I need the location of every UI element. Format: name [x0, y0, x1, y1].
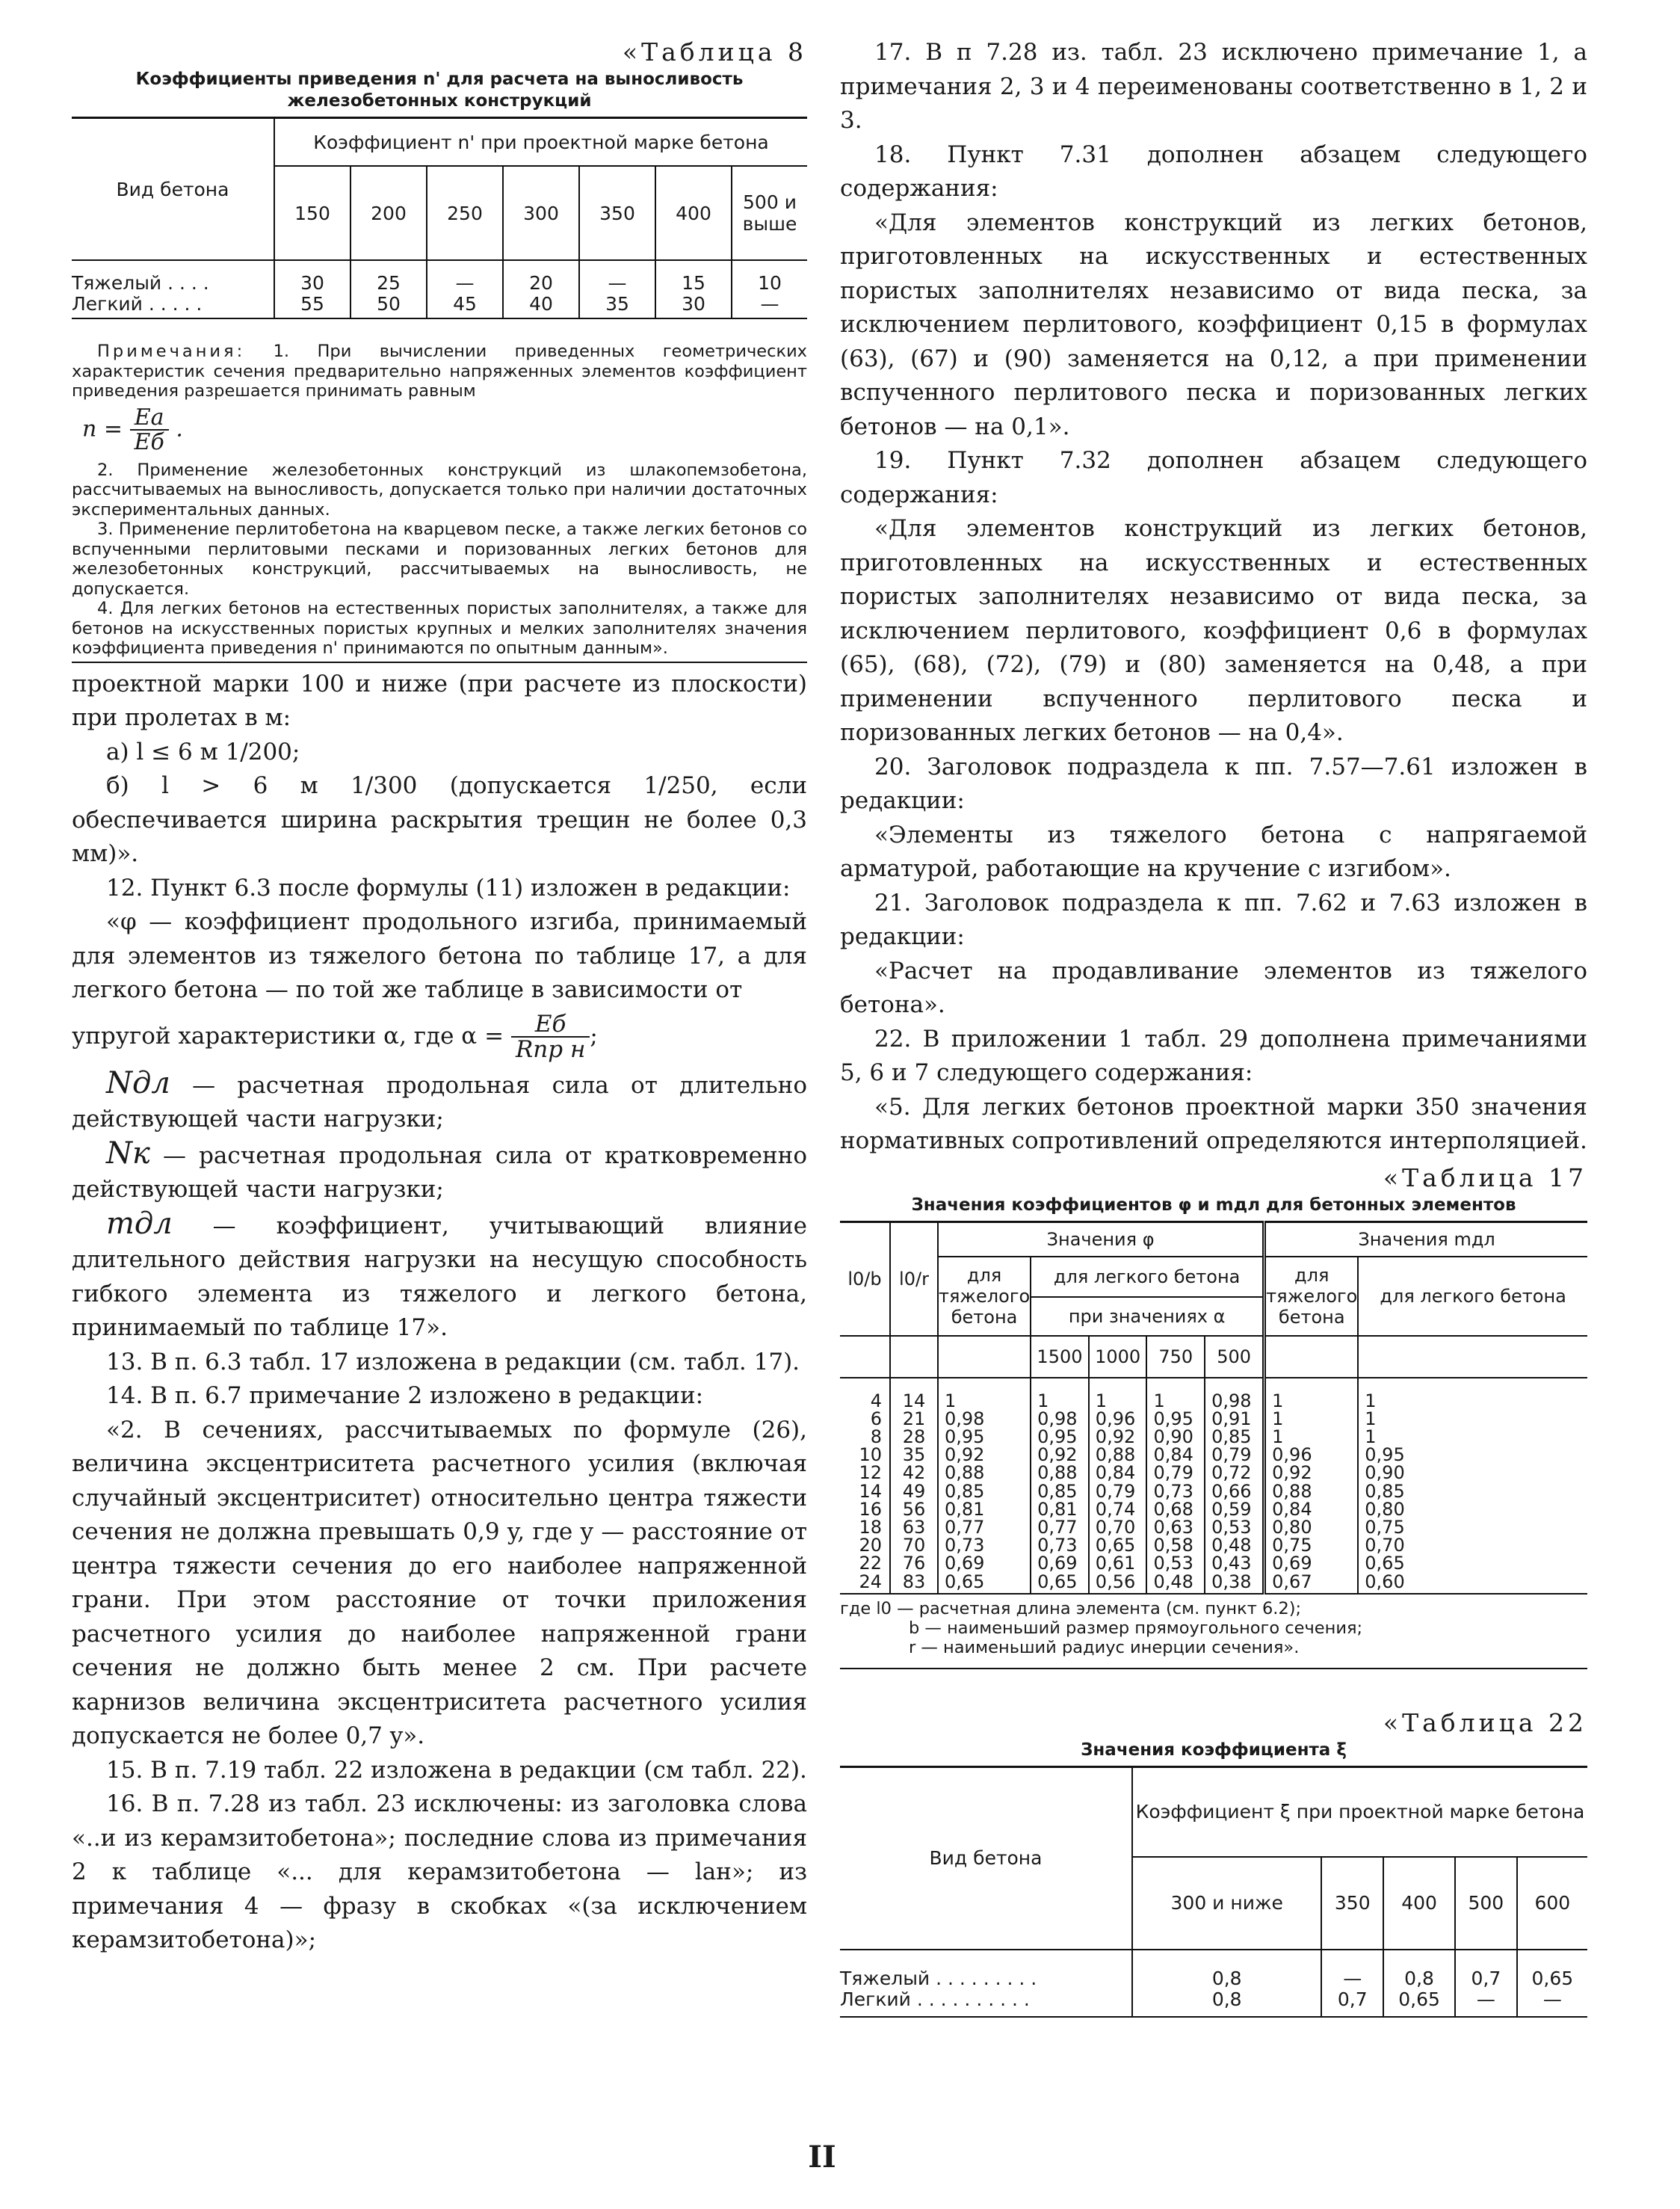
notes-lead: Примечания: — [97, 342, 246, 361]
table17-cell: 0,77 — [938, 1518, 1031, 1536]
table8-cell: 15 — [655, 260, 732, 294]
table17-cell: 0,43 — [1205, 1554, 1264, 1572]
formula-fraction — [130, 406, 169, 455]
table17-cell: 0,95 — [1358, 1446, 1587, 1464]
table17-cell: 0,84 — [1089, 1464, 1147, 1482]
right-p2: 18. Пункт 7.31 дополнен абзацем следующего содержания: — [840, 141, 1587, 202]
table17-note2: b — наименьший размер прямоугольного сечения; — [909, 1618, 1363, 1638]
note1-text: 1. При вычислении приведенных геометрических характеристик сечения предварительно напряженных элементов коэффициент приведения разрешается принимать равным — [72, 342, 808, 401]
table17-cell: 0,69 — [1264, 1554, 1359, 1572]
table8-grade: 300 — [503, 166, 579, 260]
table17-alpha: 750 — [1146, 1336, 1205, 1378]
table17-cell: 0,85 — [1358, 1482, 1587, 1500]
table17-cell: 0,73 — [938, 1536, 1031, 1554]
table17-h-spacer — [938, 1336, 1031, 1378]
table17-h-l0b: l0/b — [840, 1221, 890, 1336]
alpha-fraction — [511, 1012, 590, 1062]
table17-cell: 70 — [890, 1536, 938, 1554]
table17-note1: где l0 — расчетная длина элемента (см. пункт 6.2); — [840, 1598, 1302, 1618]
table17-cell: 10 — [859, 1444, 882, 1466]
table17-h-spacer — [1358, 1336, 1587, 1378]
table17-cell: 14 — [859, 1480, 882, 1502]
table22-grade: 600 — [1517, 1857, 1587, 1950]
left-p9 — [72, 1207, 807, 1346]
table17-h-spacer — [840, 1336, 890, 1378]
table8-cell: 50 — [350, 294, 427, 318]
table22-grade: 500 — [1455, 1857, 1517, 1950]
right-p8: 21. Заголовок подраздела к пп. 7.62 и 7.63 изложен в редакции: — [840, 889, 1587, 950]
table17-cell: 1 — [1358, 1378, 1587, 1410]
table8-cell: 35 — [579, 294, 655, 318]
right-p7: «Элементы из тяжелого бетона с напрягаемой арматурой, работающие на кручение с изгибом». — [840, 821, 1587, 882]
table-row — [840, 1464, 1587, 1482]
table17-cell: 4 — [870, 1390, 882, 1411]
table17-cell: 0,81 — [938, 1500, 1031, 1518]
table8-grade: 350 — [579, 166, 655, 260]
table17-cell: 0,70 — [1089, 1518, 1147, 1536]
table17-cell: 0,63 — [1146, 1518, 1205, 1536]
table17-cell: 0,90 — [1358, 1464, 1587, 1482]
table8-grade: 250 — [427, 166, 503, 260]
table8-cell: — — [732, 294, 807, 318]
table17-cell: 0,85 — [938, 1482, 1031, 1500]
right-p11: «5. Для легких бетонов проектной марки 350 значения нормативных сопротивлений определяются интерполяцией. — [840, 1093, 1587, 1154]
table17-h-light2: для легкого бетона — [1358, 1257, 1587, 1336]
table17-cell: 22 — [859, 1553, 882, 1574]
right-p3: «Для элементов конструкций из легких бетонов, приготовленных на искусственных и естественных пористых заполнителях независимо от вида песка, за исключением перлитового, коэффициент 0,15 в формулах (63), (67) и (90) заменяется на 0,12, а при применении вспученного перлитового песка и поризованных легких бетонов — на 0,1». — [840, 209, 1587, 440]
left-p7-text: — расчетная продольная сила от длительно действующей части нагрузки; — [72, 1071, 807, 1133]
left-p5: «φ — коэффициент продольного изгиба, принимаемый для элементов из тяжелого бетона по таблице 17, а для легкого бетона — по той же таблице в зависимости от — [72, 908, 807, 1003]
table8-col-type: Вид бетона — [72, 118, 274, 261]
table17-cell: 0,53 — [1146, 1554, 1205, 1572]
table8-formula — [72, 406, 807, 455]
table17-cell: 0,95 — [1146, 1410, 1205, 1428]
table17-cell: 0,65 — [1089, 1536, 1147, 1554]
table17-cell: 0,79 — [1205, 1446, 1264, 1464]
table17-cell: 0,77 — [1031, 1518, 1089, 1536]
table17-cell: 0,72 — [1205, 1464, 1264, 1482]
table17-cell: 1 — [1264, 1410, 1359, 1428]
table8-note1 — [72, 342, 807, 401]
table-row — [840, 1378, 1587, 1410]
table17-cell: 0,61 — [1089, 1554, 1147, 1572]
table17-cell: 0,38 — [1205, 1573, 1264, 1594]
table17-cell: 1 — [1264, 1378, 1359, 1410]
table17-cell: 49 — [890, 1482, 938, 1500]
table17-cell: 76 — [890, 1554, 938, 1572]
table17-h-light: для легкого бетона — [1031, 1257, 1264, 1297]
table8-cell: 30 — [274, 260, 350, 294]
table22-cell: 0,8 — [1132, 1950, 1321, 1989]
right-p5: «Для элементов конструкций из легких бетонов, приготовленных на искусственных и естественных пористых заполнителях независимо от вида песка, за исключением перлитового, коэффициент 0,6 в формулах (65), (68), (72), (79) и (80) заменяется на 0,48, а при применении вспученного перлитового песка и поризованных легких бетонов — на 0,4». — [840, 515, 1587, 746]
table17-cell: 0,60 — [1358, 1573, 1587, 1594]
table17-cell: 0,91 — [1205, 1410, 1264, 1428]
table17-cell: 0,48 — [1205, 1536, 1264, 1554]
page-number: II — [808, 2139, 836, 2175]
right-column — [840, 36, 1587, 2018]
table17-cell: 0,48 — [1146, 1573, 1205, 1594]
table17-cell: 1 — [938, 1378, 1031, 1410]
table17-cell: 1 — [1264, 1428, 1359, 1446]
formula-tail: . — [176, 416, 183, 442]
table17-cell: 0,59 — [1205, 1500, 1264, 1518]
left-p8-text: — расчетная продольная сила от кратковременно действующей части нагрузки; — [72, 1142, 807, 1204]
left-p14: 16. В п. 7.28 из табл. 23 исключены: из заголовка слова «..и из керамзитобетона»; последние слова из примечания 2 к таблице «... для керамзитобетона — lан»; из примечания 4 — фразу в скобках «(за исключением керамзитобетона)»; — [72, 1790, 807, 1954]
table17-cell: 0,73 — [1146, 1482, 1205, 1500]
table17-cell: 1 — [1146, 1378, 1205, 1410]
table17-cell: 12 — [859, 1462, 882, 1484]
symbol-ndl: Nдл — [106, 1065, 170, 1100]
table8-cell: 25 — [350, 260, 427, 294]
table17-cell: 0,69 — [1031, 1554, 1089, 1572]
table8-cell: 55 — [274, 294, 350, 318]
table22-title: Значения коэффициента ξ — [1081, 1740, 1347, 1760]
table8-grade: 500 и выше — [732, 166, 807, 260]
table8-divider — [72, 662, 807, 663]
table-row — [840, 1554, 1587, 1572]
table17-cell: 0,65 — [1031, 1573, 1089, 1594]
table17-cell: 0,92 — [938, 1446, 1031, 1464]
table17-cell: 0,69 — [938, 1554, 1031, 1572]
left-p3: б) l > 6 м 1/300 (допускается 1/250, если обеспечивается ширина раскрытия трещин не более 0,3 мм)». — [72, 772, 807, 867]
table22-cell: — — [1517, 1989, 1587, 2017]
table-row — [72, 260, 807, 294]
table22-grade: 300 и ниже — [1132, 1857, 1321, 1950]
symbol-nk: Nк — [106, 1136, 150, 1171]
table8-cell: 30 — [655, 294, 732, 318]
table8-cell: 45 — [427, 294, 503, 318]
left-p10: 13. В п. 6.3 табл. 17 изложена в редакции (см. табл. 17). — [106, 1348, 800, 1375]
table17-cell: 42 — [890, 1464, 938, 1482]
right-body — [840, 36, 1587, 1159]
table22-cell: 0,7 — [1455, 1950, 1517, 1989]
table8-cell: — — [427, 260, 503, 294]
table22-row-name: Легкий . . . . . . . . . . — [840, 1989, 1132, 2017]
left-p1: проектной марки 100 и ниже (при расчете из плоскости) при пролетах в м: — [72, 670, 807, 731]
table-row — [840, 1573, 1587, 1594]
right-p10: 22. В приложении 1 табл. 29 дополнена примечаниями 5, 6 и 7 следующего содержания: — [840, 1025, 1587, 1086]
table17-cell: 0,96 — [1264, 1446, 1359, 1464]
table17-h-l0r: l0/r — [890, 1221, 938, 1336]
left-p13: 15. В п. 7.19 табл. 22 изложена в редакции (см табл. 22). — [106, 1756, 807, 1784]
table17-h-phi: Значения φ — [938, 1221, 1264, 1257]
left-body — [72, 668, 807, 1958]
table22-cell: — — [1321, 1950, 1383, 1989]
table17-cell: 24 — [840, 1573, 890, 1594]
table17-cell: 18 — [859, 1516, 882, 1538]
table22 — [840, 1766, 1587, 2018]
formula-num: Eа — [130, 406, 169, 431]
table17-cell: 0,53 — [1205, 1518, 1264, 1536]
table8-title-line2: железобетонных конструкций — [287, 91, 592, 111]
table8-cell: — — [579, 260, 655, 294]
table8-title — [72, 69, 807, 112]
table17-cell: 0,98 — [1031, 1410, 1089, 1428]
table17-cell: 21 — [890, 1410, 938, 1428]
table22-col-group: Коэффициент ξ при проектной марке бетона — [1132, 1766, 1587, 1857]
table8-note3: 3. Применение перлитобетона на кварцевом песке, а также легких бетонов со вспученными перлитовыми песками и поризованных легких бетонов для железобетонных конструкций, рассчитываемых на выносливость, не допускается. — [72, 520, 807, 599]
table8-grade: 400 — [655, 166, 732, 260]
table22-caption: «Таблица 22 — [1383, 1707, 1587, 1737]
table22-grade: 400 — [1383, 1857, 1455, 1950]
table17-cell: 8 — [870, 1426, 882, 1447]
left-p12: «2. В сечениях, рассчитываемых по формуле (26), величина эксцентриситета расчетного усилия (включая случайный эксцентриситет) относительно центра тяжести сечения не должна превышать 0,9 y, где y — расстояние от центра тяжести сечения до его наиболее напряженной грани. При этом расстояние от точки приложения расчетного усилия до наиболее напряженной грани сечения не должно быть менее 2 см. При расчете карнизов величина эксцентриситета расчетного усилия допускается не более 0,7 y». — [72, 1416, 807, 1750]
table17-cell: 28 — [890, 1428, 938, 1446]
symbol-mdl: mдл — [106, 1206, 173, 1241]
table-row — [840, 1428, 1587, 1446]
table17-cell: 0,67 — [1264, 1573, 1359, 1594]
table8-cell: 10 — [732, 260, 807, 294]
table17-cell: 0,68 — [1146, 1500, 1205, 1518]
table22-cell: 0,8 — [1132, 1989, 1321, 2017]
table17-h-spacer — [890, 1336, 938, 1378]
table17-alpha: 1500 — [1031, 1336, 1089, 1378]
table17-h-at-alpha: при значениях α — [1031, 1297, 1264, 1336]
table-row — [840, 1518, 1587, 1536]
table17-cell: 0,74 — [1089, 1500, 1147, 1518]
right-p1: 17. В п 7.28 из. табл. 23 исключено примечание 1, а примечания 2, 3 и 4 переименованы соответственно в 1, 2 и 3. — [840, 39, 1587, 134]
table17-cell: 0,75 — [1264, 1536, 1359, 1554]
table17-cell: 0,75 — [1358, 1518, 1587, 1536]
table22-cell: 0,65 — [1383, 1989, 1455, 2017]
table17-body — [840, 1378, 1587, 1594]
table17-h-heavy: для тяжелого бетона — [938, 1257, 1031, 1336]
alpha-num: Eб — [511, 1012, 590, 1038]
table17-cell: 0,56 — [1089, 1573, 1147, 1594]
table22-row-name: Тяжелый . . . . . . . . . — [840, 1967, 1037, 1989]
table17-cell: 56 — [890, 1500, 938, 1518]
table-row — [840, 1446, 1587, 1464]
table17-cell: 0,85 — [1031, 1482, 1089, 1500]
table17-cell: 0,98 — [938, 1410, 1031, 1428]
table17-cell: 0,88 — [1264, 1482, 1359, 1500]
table22-cell: 0,8 — [1383, 1950, 1455, 1989]
table17-cell: 1 — [1358, 1410, 1587, 1428]
table8-grade: 200 — [350, 166, 427, 260]
table17-alpha: 500 — [1205, 1336, 1264, 1378]
table-row — [840, 1536, 1587, 1554]
table17-h-spacer — [1264, 1336, 1359, 1378]
table-row — [840, 1989, 1587, 2017]
table17 — [840, 1221, 1587, 1595]
table17-cell: 0,70 — [1358, 1536, 1587, 1554]
table8-note2: 2. Применение железобетонных конструкций из шлакопемзобетона, рассчитываемых на выносливость, допускается только при наличии достаточных экспериментальных данных. — [72, 460, 807, 520]
table17-cell: 0,65 — [1358, 1554, 1587, 1572]
table17-cell: 0,92 — [1089, 1428, 1147, 1446]
table8-cell: 40 — [503, 294, 579, 318]
table8-note4: 4. Для легких бетонов на естественных пористых заполнителях, а также для бетонов на искусственных пористых крупных и мелких заполнителях значения коэффициента приведения n' принимаются по опытным данным». — [72, 599, 807, 658]
left-p6 — [72, 1012, 807, 1062]
table8-grade: 150 — [274, 166, 350, 260]
alpha-tail: ; — [590, 1022, 598, 1050]
alpha-lead: упругой характеристики α, где α = — [72, 1022, 504, 1050]
table8-row-name: Тяжелый . . . . — [72, 272, 209, 294]
table-row — [840, 1410, 1587, 1428]
table17-note3: r — наименьший радиус инерции сечения». — [909, 1637, 1300, 1657]
left-p8 — [72, 1137, 807, 1207]
table17-cell: 0,90 — [1146, 1428, 1205, 1446]
table17-cell: 63 — [890, 1518, 938, 1536]
table8-title-line1: Коэффициенты приведения n' для расчета на выносливость — [135, 70, 744, 89]
table17-cell: 0,88 — [1031, 1464, 1089, 1482]
table8-notes — [72, 342, 807, 659]
table17-cell: 0,85 — [1205, 1428, 1264, 1446]
table17-cell: 0,84 — [1264, 1500, 1359, 1518]
table22-grade: 350 — [1321, 1857, 1383, 1950]
table17-cell: 14 — [890, 1378, 938, 1410]
table-row — [840, 1500, 1587, 1518]
table17-cell: 1 — [1358, 1428, 1587, 1446]
table17-cell: 0,65 — [938, 1573, 1031, 1594]
table8 — [72, 117, 807, 319]
table-row — [72, 294, 807, 318]
table17-cell: 1 — [1089, 1378, 1147, 1410]
right-p4: 19. Пункт 7.32 дополнен абзацем следующего содержания: — [840, 447, 1587, 508]
left-p11: 14. В п. 6.7 примечание 2 изложено в редакции: — [106, 1382, 704, 1410]
table22-cell: — — [1455, 1989, 1517, 2017]
left-column — [72, 36, 807, 1958]
table17-alpha: 1000 — [1089, 1336, 1147, 1378]
table17-cell: 0,95 — [1031, 1428, 1089, 1446]
table-row — [840, 1950, 1587, 1989]
table17-cell: 0,79 — [1089, 1482, 1147, 1500]
table17-h-heavy2: для тяжелого бетона — [1264, 1257, 1359, 1336]
table17-cell: 0,88 — [1089, 1446, 1147, 1464]
left-p7 — [72, 1067, 807, 1137]
left-p4: 12. Пункт 6.3 после формулы (11) изложен в редакции: — [106, 874, 791, 902]
table17-cell: 0,84 — [1146, 1446, 1205, 1464]
right-p6: 20. Заголовок подраздела к пп. 7.57—7.61 изложен в редакции: — [840, 753, 1587, 814]
table17-cell: 83 — [890, 1573, 938, 1594]
table17-title: Значения коэффициентов φ и mдл для бетонных элементов — [911, 1195, 1516, 1215]
table17-caption: «Таблица 17 — [1383, 1162, 1587, 1192]
table17-divider — [840, 1668, 1587, 1669]
formula-lhs: n = — [82, 416, 123, 442]
table17-cell: 1 — [1031, 1378, 1089, 1410]
table17-cell: 0,88 — [938, 1464, 1031, 1482]
table17-cell: 0,92 — [1031, 1446, 1089, 1464]
table22-col-type: Вид бетона — [840, 1766, 1132, 1950]
table17-cell: 0,92 — [1264, 1464, 1359, 1482]
table8-caption: «Таблица 8 — [622, 37, 807, 67]
table17-cell: 0,96 — [1089, 1410, 1147, 1428]
table17-cell: 0,95 — [938, 1428, 1031, 1446]
table8-col-group: Коэффициент n' при проектной марке бетона — [274, 118, 807, 167]
table17-cell: 0,79 — [1146, 1464, 1205, 1482]
table17-cell: 0,66 — [1205, 1482, 1264, 1500]
table17-cell: 6 — [870, 1408, 882, 1429]
right-p9: «Расчет на продавливание элементов из тяжелого бетона». — [840, 957, 1587, 1018]
table8-cell: 20 — [503, 260, 579, 294]
table8-row-name: Легкий . . . . . — [72, 294, 274, 318]
table22-cell: 0,7 — [1321, 1989, 1383, 2017]
table17-cell: 16 — [859, 1498, 882, 1520]
table17-h-mdl: Значения mдл — [1264, 1221, 1587, 1257]
table17-cell: 0,80 — [1358, 1500, 1587, 1518]
left-p2: а) l ≤ 6 м 1/200; — [106, 738, 300, 765]
formula-den: Eб — [134, 429, 164, 455]
table17-cell: 0,98 — [1205, 1378, 1264, 1410]
table17-cell: 0,80 — [1264, 1518, 1359, 1536]
table17-cell: 0,73 — [1031, 1536, 1089, 1554]
table22-cell: 0,65 — [1517, 1950, 1587, 1989]
left-p9-text: — коэффициент, учитывающий влияние длительного действия нагрузки на несущую способность гибкого элемента из тяжелого и легкого бетона, принимаемый по таблице 17». — [72, 1212, 807, 1342]
table17-notes — [840, 1599, 1587, 1657]
table17-cell: 20 — [859, 1535, 882, 1556]
alpha-den: Rпр н — [515, 1036, 586, 1064]
table-row — [840, 1482, 1587, 1500]
table17-cell: 0,58 — [1146, 1536, 1205, 1554]
table17-cell: 35 — [890, 1446, 938, 1464]
table17-cell: 0,81 — [1031, 1500, 1089, 1518]
